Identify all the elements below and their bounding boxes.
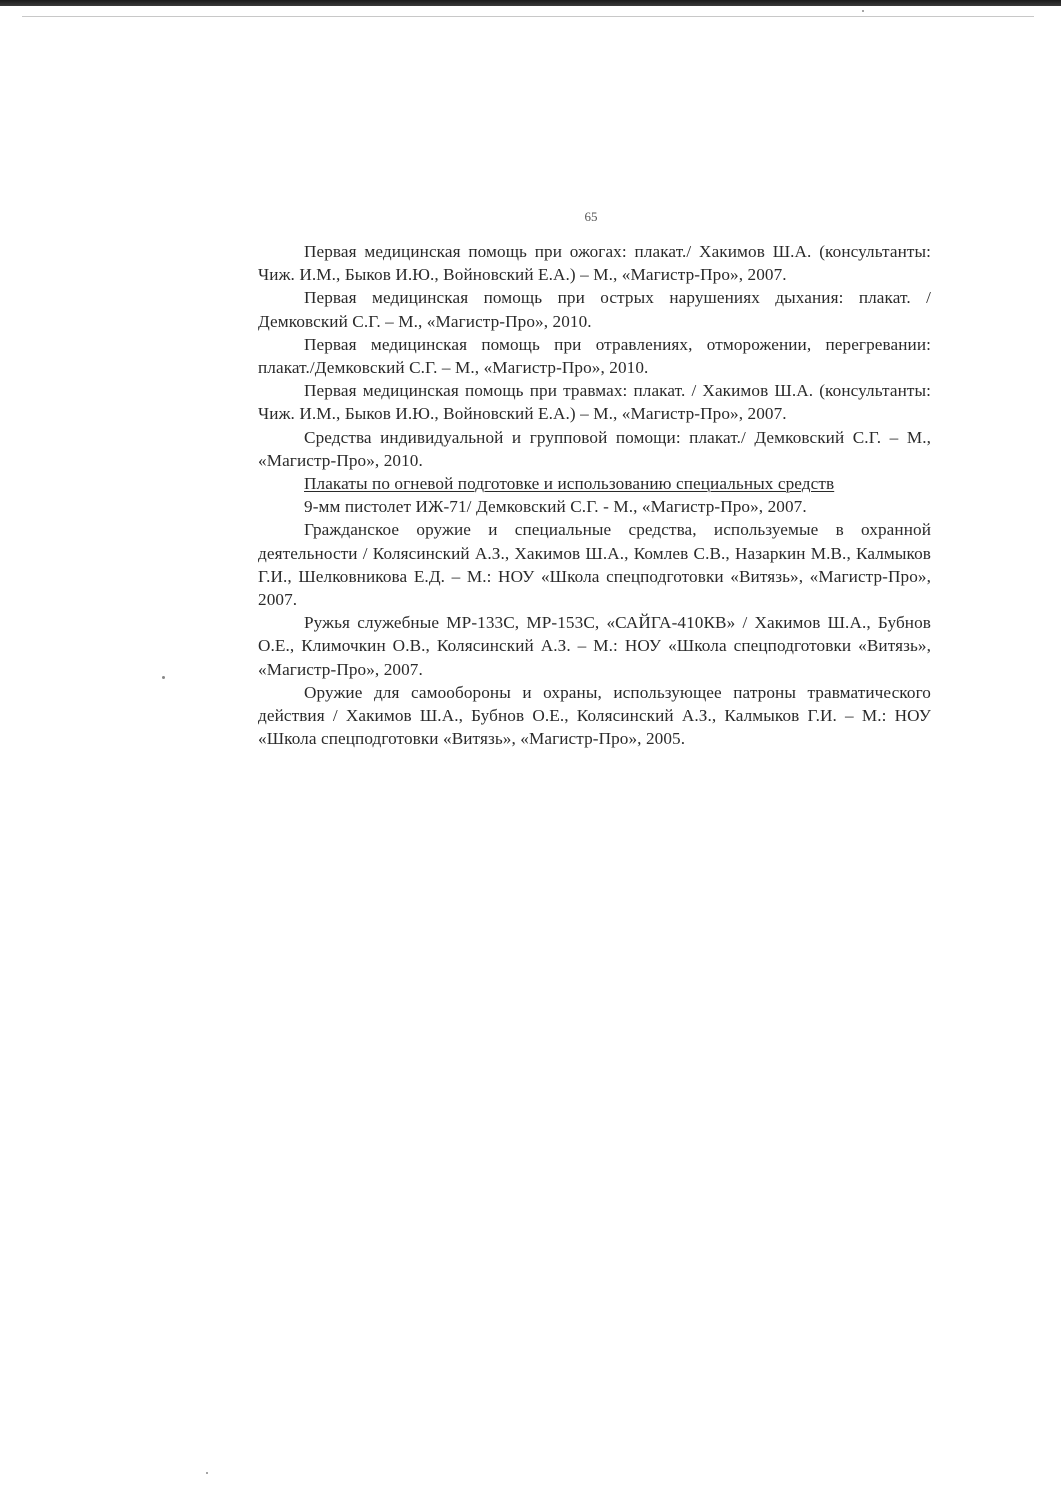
bibliography-entry: Первая медицинская помощь при острых нарушениях дыхания: плакат. /Демковский С.Г. – М., «Магистр-Про», 2010. [258,288,931,331]
bibliography-entry: Оружие для самообороны и охраны, использующее патроны травматического действия / Хакимов Ш.А., Бубнов О.Е., Колясинский А.З., Калмыков Г.И. – М.: НОУ «Школа спецподготовки «Витязь», «Магистр-Про», 2005. [258,682,931,749]
bibliography-entry: Первая медицинская помощь при травмах: плакат. / Хакимов Ш.А. (консультанты: Чиж. И.М., Быков И.Ю., Войновский Е.А.) – М., «Магистр-Про», 2007. [258,381,931,424]
bibliography-entry: Первая медицинская помощь при ожогах: плакат./ Хакимов Ш.А. (консультанты: Чиж. И.М., Быков И.Ю., Войновский Е.А.) – М., «Магистр-Про», 2007. [258,242,931,285]
section-heading: Плакаты по огневой подготовке и использованию специальных средств [304,474,835,494]
page-number: 65 [584,209,598,224]
bibliography-entry: Ружья служебные МР-133С, МР-153С, «САЙГА-410КВ» / Хакимов Ш.А., Бубнов О.Е., Климочкин О.В., Колясинский А.З. – М.: НОУ «Школа спецподготовки «Витязь», «Магистр-Про», 2007. [258,613,931,679]
bibliography-entry: Гражданское оружие и специальные средства, используемые в охранной деятельности / Колясинский А.З., Хакимов Ш.А., Комлев С.В., Назаркин М.В., Калмыков Г.И., Шелковникова Е.Д. – М.: НОУ «Школа спецподготовки «Витязь», «Магистр-Про», 2007. [258,520,931,610]
scan-speck [206,1472,208,1474]
scan-speck [862,10,864,12]
scan-line [22,16,1034,17]
bibliography-entry: 9-мм пистолет ИЖ-71/ Демковский С.Г. - М., «Магистр-Про», 2007. [304,497,807,517]
bibliography-entry: Средства индивидуальной и групповой помощи: плакат./ Демковский С.Г. – М., «Магистр-Про», 2010. [258,427,931,470]
scan-top-edge [0,0,1061,6]
scan-speck [162,676,165,679]
bibliography-entry: Первая медицинская помощь при отравлениях, отморожении, перегревании: плакат./Демковский С.Г. – М., «Магистр-Про», 2010. [258,334,931,378]
bibliography-list [258,240,931,750]
